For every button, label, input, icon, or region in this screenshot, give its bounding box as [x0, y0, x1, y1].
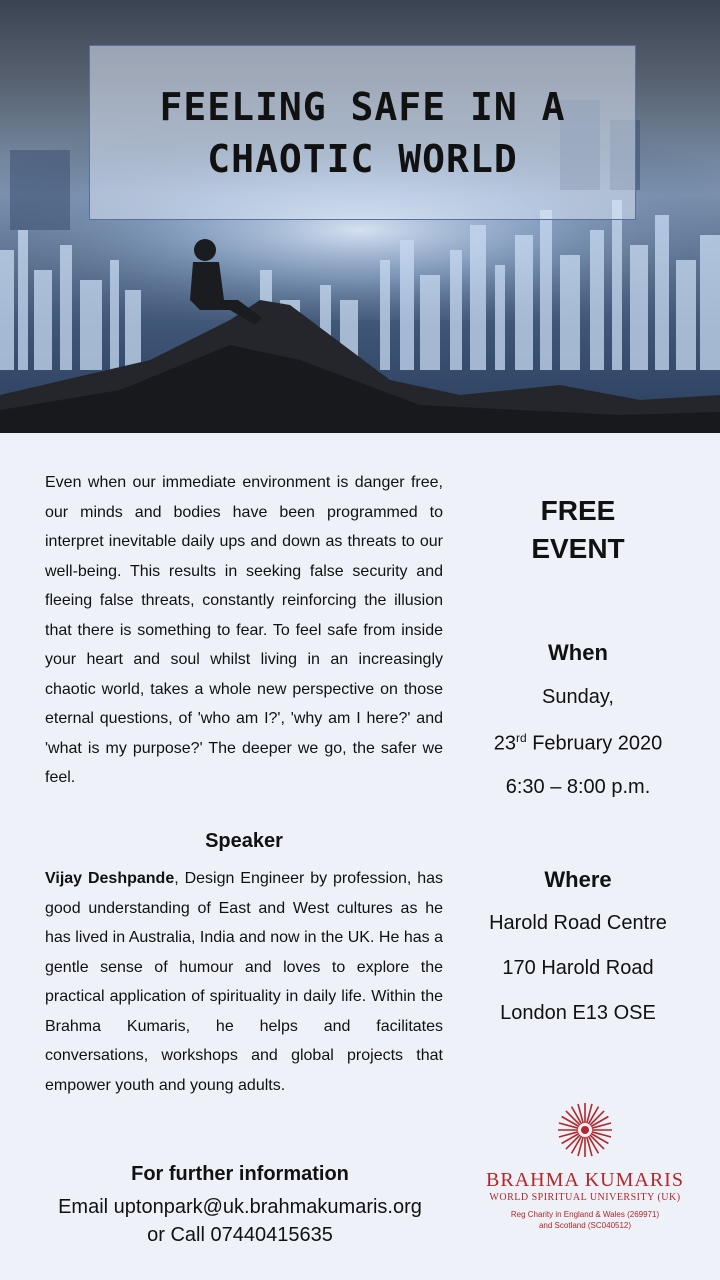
charity-line-1: Reg Charity in England & Wales (269971) — [510, 1210, 660, 1219]
free-event-label — [460, 492, 696, 568]
page-title — [128, 81, 598, 185]
event-date-day: 23 — [493, 732, 516, 755]
contact-phone[interactable]: or Call 07440415635 — [147, 1224, 333, 1246]
venue-name: Harold Road Centre — [489, 912, 667, 934]
title-line-2: CHAOTIC WORLD — [207, 136, 518, 181]
speaker-bio-text: , Design Engineer by profession, has good understanding of East and West cultures as he has lived in Australia, India and now in the UK. He has a gentle sense of humour and loves to explore the practical application of spirituality in daily life. Within the Brahma Kumaris, he helps and facilitates conversations, workshops and global projects that empower youth and young adults. — [45, 870, 443, 1094]
charity-line-2: and Scotland (SC040512) — [538, 1221, 632, 1230]
event-time: 6:30 – 8:00 p.m. — [505, 776, 651, 798]
speaker-heading: Speaker — [205, 830, 283, 852]
venue-city: London E13 OSE — [500, 1002, 656, 1024]
free-line-2: EVENT — [531, 533, 625, 564]
free-line-1: FREE — [540, 495, 616, 526]
logo-name: BRAHMA KUMARIS — [486, 1169, 684, 1191]
title-line-1: FEELING SAFE IN A — [159, 84, 566, 129]
event-date-suffix: rd — [515, 731, 527, 745]
speaker-name: Vijay Deshpande — [45, 870, 175, 887]
hero-image — [0, 0, 720, 433]
speaker-bio — [45, 864, 443, 1100]
event-date — [460, 731, 696, 756]
where-heading: Where — [544, 867, 612, 892]
event-date-rest: February 2020 — [526, 732, 663, 755]
lotus-emblem-icon — [555, 1100, 615, 1160]
event-day: Sunday, — [542, 686, 614, 708]
brahma-kumaris-logo — [470, 1100, 700, 1231]
title-box — [89, 45, 636, 220]
logo-charity-info — [470, 1209, 700, 1231]
when-heading: When — [548, 640, 608, 665]
venue-street: 170 Harold Road — [502, 957, 654, 979]
logo-subtitle: WORLD SPIRITUAL UNIVERSITY (UK) — [489, 1192, 681, 1203]
contact-heading: For further information — [131, 1163, 349, 1185]
contact-email[interactable]: Email uptonpark@uk.brahmakumaris.org — [58, 1196, 422, 1218]
intro-paragraph: Even when our immediate environment is danger free, our minds and bodies have been programmed to interpret inevitable daily ups and down as threats to our well-being. This results in seeking false security and fleeing false threats, constantly reinforcing the illusion that there is something to fear. To feel safe from inside your heart and soul whilst living in an increasingly chaotic world, takes a whole new perspective on those eternal questions, of 'who am I?', 'why am I here?' and 'what is my purpose?' The deeper we go, the safer we feel. — [45, 474, 443, 786]
